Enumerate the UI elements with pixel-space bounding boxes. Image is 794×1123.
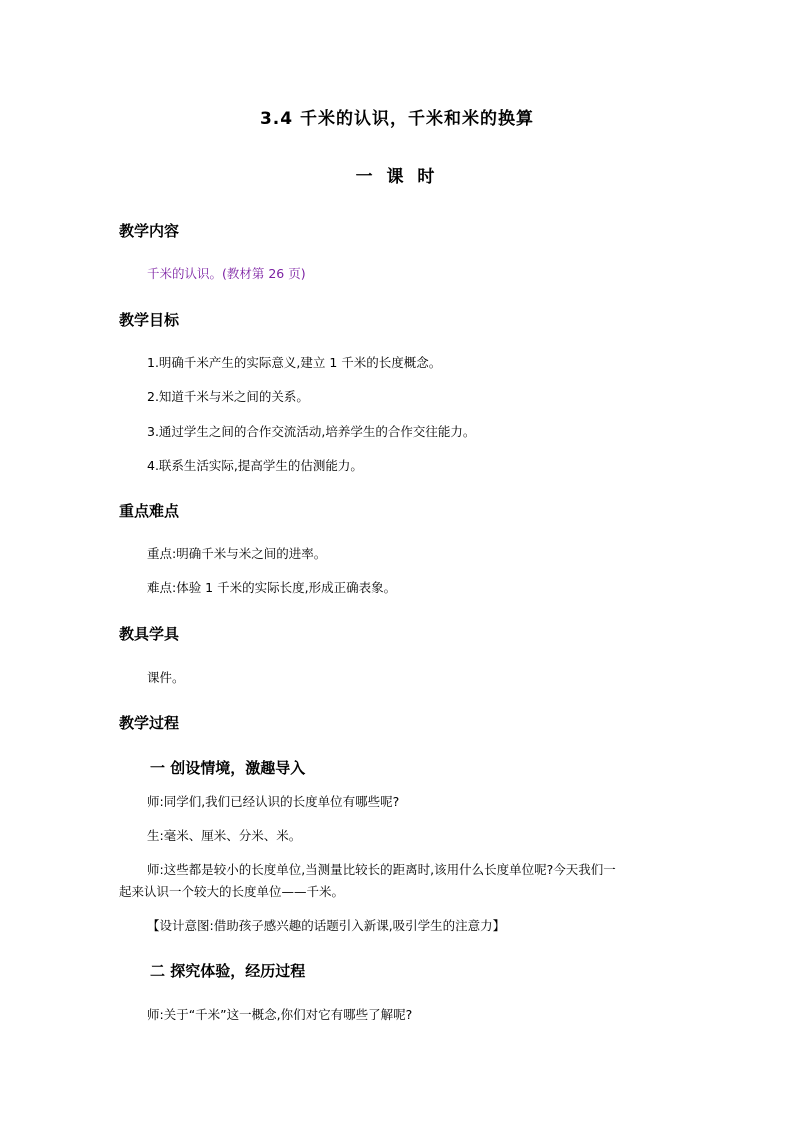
dialog-line: 师:这些都是较小的长度单位,当测量比较长的距离时,该用什么长度单位呢?今天我们一 bbox=[147, 862, 616, 877]
key-point-item: 重点:明确千米与米之间的进率。 bbox=[147, 546, 327, 561]
dialog-line: 师:同学们,我们已经认识的长度单位有哪些呢? bbox=[147, 794, 400, 809]
difficulty-item: 难点:体验 1 千米的实际长度,形成正确表象。 bbox=[147, 580, 397, 595]
heading-tools: 教具学具 bbox=[119, 625, 180, 643]
lesson-subtitle: 一 课 时 bbox=[355, 167, 439, 187]
process-part2-heading: 二 探究体验，经历过程 bbox=[150, 962, 306, 980]
design-intent-note: 【设计意图:借助孩子感兴趣的话题引入新课,吸引学生的注意力】 bbox=[147, 918, 506, 933]
heading-key-points: 重点难点 bbox=[119, 502, 180, 520]
dialog-line: 生:毫米、厘米、分米、米。 bbox=[147, 828, 302, 843]
goal-item-2: 2.知道千米与米之间的关系。 bbox=[147, 389, 309, 404]
process-part1-heading: 一 创设情境，激趣导入 bbox=[150, 759, 306, 777]
goal-item-1: 1.明确千米产生的实际意义,建立 1 千米的长度概念。 bbox=[147, 355, 442, 370]
content-text: 千米的认识。(教材第 26 页) bbox=[147, 266, 306, 281]
heading-process: 教学过程 bbox=[119, 714, 180, 732]
heading-goals: 教学目标 bbox=[119, 311, 180, 329]
heading-content: 教学内容 bbox=[119, 222, 180, 240]
goal-item-3: 3.通过学生之间的合作交流活动,培养学生的合作交往能力。 bbox=[147, 424, 476, 439]
goal-item-4: 4.联系生活实际,提高学生的估测能力。 bbox=[147, 458, 363, 473]
dialog-line-continued: 起来认识一个较大的长度单位——千米。 bbox=[119, 884, 345, 899]
dialog-line: 师:关于“千米”这一概念,你们对它有哪些了解呢? bbox=[147, 1007, 413, 1022]
tools-text: 课件。 bbox=[147, 670, 185, 685]
page-title: 3.4 千米的认识，千米和米的换算 bbox=[259, 109, 535, 129]
